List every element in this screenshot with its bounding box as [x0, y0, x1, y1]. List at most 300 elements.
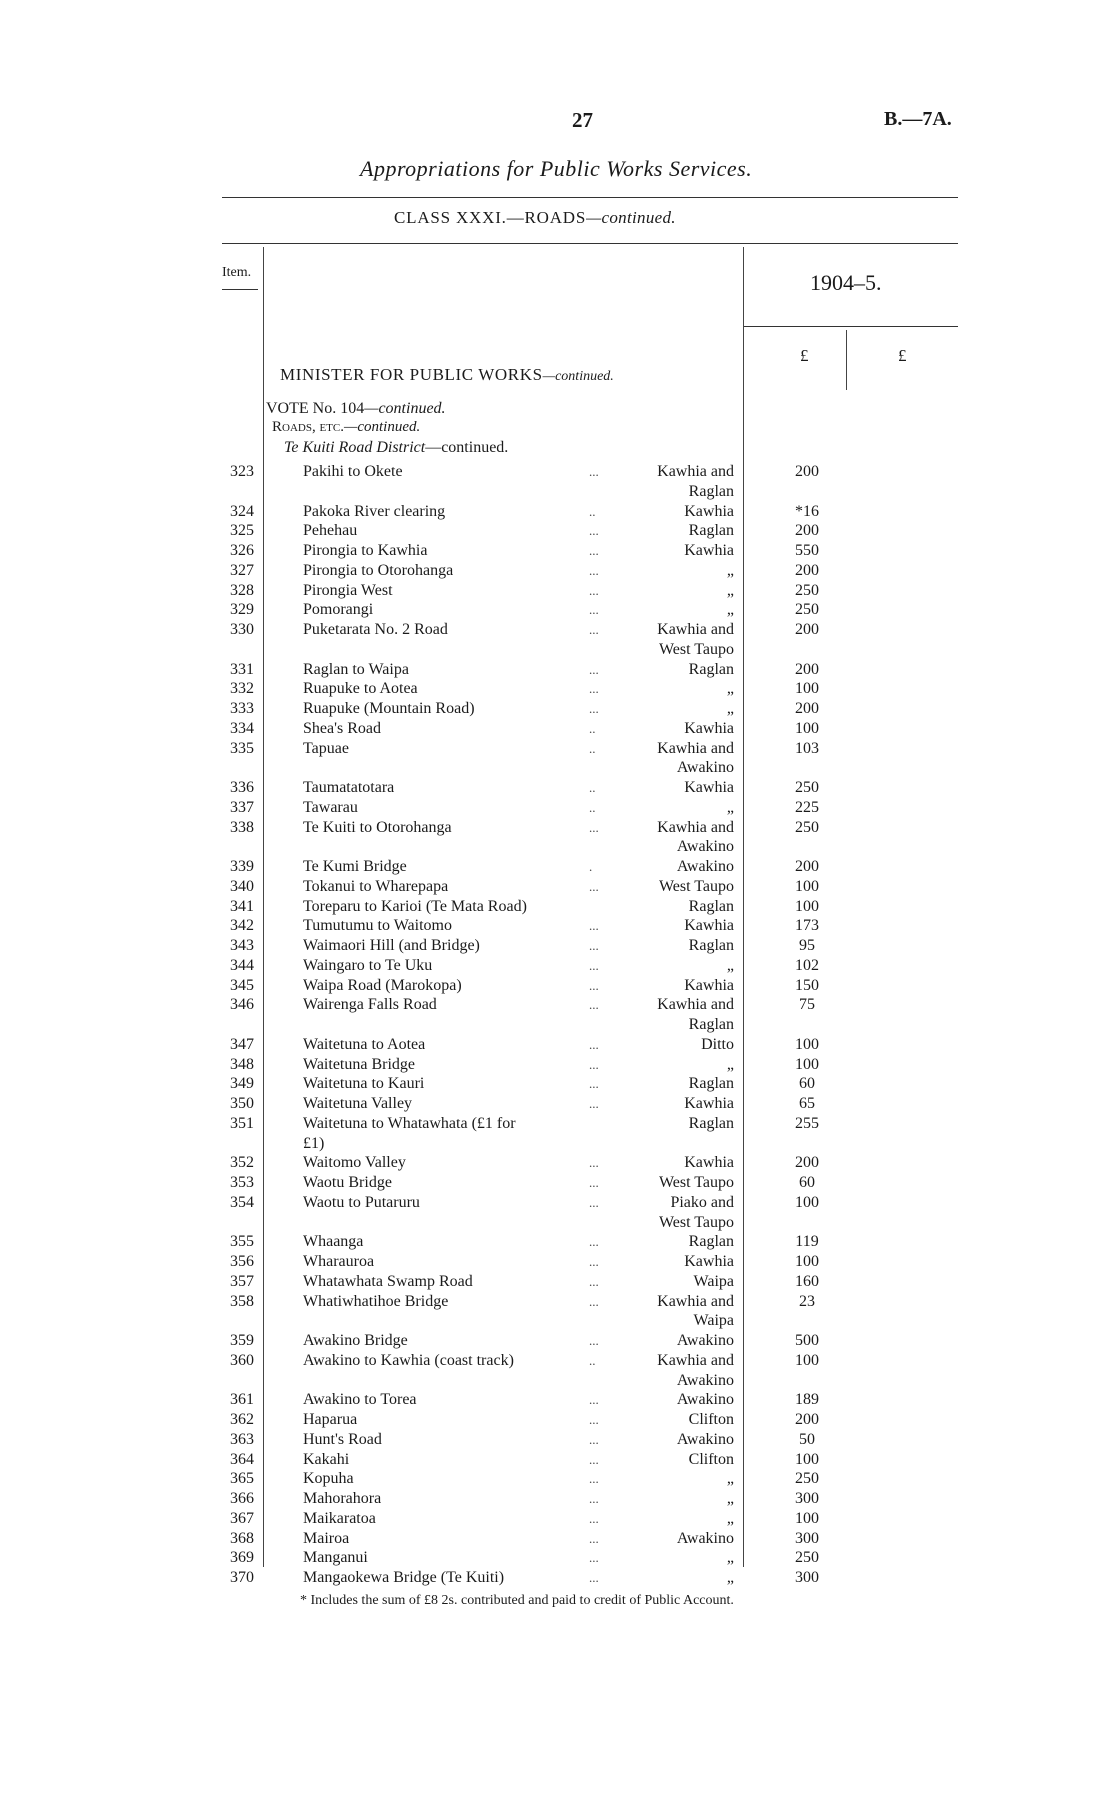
item-number: 364	[230, 1450, 254, 1468]
minister-heading: MINISTER FOR PUBLIC WORKS—continued.	[280, 365, 614, 384]
road-name: Whatawhata Swamp Road	[303, 1272, 473, 1290]
amount-value: 102	[795, 956, 819, 974]
page-number: 27	[572, 108, 593, 132]
leader-dots: ...	[589, 1254, 599, 1269]
road-name: Puketarata No. 2 Road	[303, 621, 448, 638]
county-name: Ditto	[701, 1035, 734, 1053]
table-row	[0, 1568, 1114, 1588]
leader-dots: ...	[589, 957, 599, 973]
county-name: „	[726, 680, 734, 698]
currency-symbol: £	[898, 346, 907, 365]
road-name: Ruapuke (Mountain Road)	[303, 700, 475, 717]
currency-symbol: £	[800, 346, 809, 365]
item-number: 354	[230, 1193, 254, 1211]
amount-value: 60	[799, 1075, 815, 1093]
county-name: Kawhia	[684, 502, 734, 520]
county-name: Awakino	[676, 1529, 734, 1547]
amount-value: 200	[795, 1411, 819, 1428]
table-row	[0, 936, 1114, 956]
road-name: Pirongia to Kawhia	[303, 542, 428, 559]
table-row	[0, 976, 1114, 996]
amount-value: 100	[795, 877, 819, 895]
amount-value: 100	[795, 897, 819, 915]
item-number: 353	[230, 1174, 254, 1191]
county-name: Kawhia	[684, 1253, 734, 1270]
county-name: „	[726, 1490, 734, 1507]
table-row	[0, 1292, 1114, 1312]
county-name: Awakino	[676, 1391, 734, 1409]
table-row-continuation	[0, 1213, 1114, 1233]
road-name: Raglan to Waipa	[303, 660, 409, 678]
item-number: 357	[230, 1272, 254, 1290]
amount-value: 300	[795, 1490, 819, 1507]
road-name: Toreparu to Karioi (Te Mata Road)	[303, 897, 527, 915]
roads-heading: Roads, etc.—continued.	[272, 419, 421, 435]
item-number: 370	[230, 1569, 254, 1586]
table-row	[0, 1074, 1114, 1094]
county-name: Kawhia and	[657, 1292, 734, 1310]
road-name: Waotu to Putaruru	[303, 1193, 420, 1211]
leader-dots: ...	[589, 1273, 599, 1289]
class-rule	[222, 243, 958, 244]
table-row	[0, 1331, 1114, 1351]
amount-value: 100	[795, 1055, 819, 1073]
column-divider	[846, 330, 847, 390]
county-name: Piako and	[670, 1193, 734, 1211]
county-name: „	[726, 601, 734, 619]
county-name: „	[726, 1470, 734, 1488]
road-name: Shea's Road	[303, 719, 381, 737]
road-name: Waitetuna Bridge	[303, 1055, 416, 1073]
footnote: * Includes the sum of £8 2s. contributed and paid to credit of Public Account.	[300, 1593, 734, 1608]
amount-value: 100	[795, 1351, 819, 1369]
county-name: Raglan	[688, 1016, 734, 1033]
item-number: 335	[230, 739, 254, 757]
leader-dots: ...	[589, 464, 599, 479]
table-row	[0, 699, 1114, 719]
amount-value: 50	[799, 1430, 815, 1448]
leader-dots: ...	[589, 1431, 599, 1447]
table-row	[0, 1055, 1114, 1075]
table-row	[0, 798, 1114, 818]
leader-dots: ..	[589, 503, 596, 519]
road-name: Manganui	[303, 1549, 368, 1567]
table-row	[0, 719, 1114, 739]
county-name: Kawhia	[684, 976, 734, 994]
table-row	[0, 1252, 1114, 1272]
leader-dots: ...	[589, 1175, 599, 1190]
table-row	[0, 620, 1114, 640]
county-name: Clifton	[688, 1411, 734, 1428]
leader-dots: ...	[589, 1194, 599, 1210]
amount-value: 300	[795, 1569, 819, 1586]
road-name: Waingaro to Te Uku	[303, 956, 433, 974]
table-row	[0, 1410, 1114, 1430]
road-name: £1)	[303, 1134, 325, 1152]
leader-dots: ...	[589, 1530, 599, 1546]
amount-value: 200	[795, 621, 819, 638]
table-row	[0, 916, 1114, 936]
class-title: CLASS XXXI.—ROADS—continued.	[394, 208, 676, 227]
item-number: 328	[230, 581, 254, 599]
table-row	[0, 561, 1114, 581]
county-name: „	[726, 1509, 734, 1527]
document-reference: B.—7A.	[884, 108, 952, 130]
table-row	[0, 521, 1114, 541]
county-name: Kawhia	[684, 1095, 734, 1112]
item-number: 369	[230, 1549, 254, 1567]
amount-value: 200	[795, 561, 819, 579]
item-number: 333	[230, 700, 254, 717]
table-row	[0, 1035, 1114, 1055]
district-heading: Te Kuiti Road District—continued.	[284, 439, 509, 456]
table-row-continuation	[0, 758, 1114, 778]
county-name: „	[726, 1549, 734, 1567]
county-name: Kawhia	[684, 719, 734, 737]
year-rule	[744, 326, 958, 327]
county-name: Raglan	[688, 522, 734, 540]
county-name: Kawhia and	[657, 739, 734, 757]
table-row-continuation	[0, 1371, 1114, 1391]
amount-value: 100	[795, 1450, 819, 1468]
road-name: Haparua	[303, 1411, 358, 1428]
county-name: Kawhia and	[657, 463, 734, 480]
amount-value: 200	[795, 1154, 819, 1172]
leader-dots: ...	[589, 1392, 599, 1408]
amount-value: 100	[795, 1193, 819, 1211]
item-number: 368	[230, 1529, 254, 1547]
leader-dots: ...	[589, 819, 599, 835]
item-number: 345	[230, 976, 254, 994]
amount-value: 100	[795, 680, 819, 698]
amount-value: 200	[795, 463, 819, 480]
item-number: 336	[230, 779, 254, 796]
table-row	[0, 600, 1114, 620]
table-row	[0, 581, 1114, 601]
leader-dots: ...	[589, 1550, 599, 1566]
leader-dots: ...	[589, 582, 599, 598]
table-row	[0, 679, 1114, 699]
road-name: Awakino to Kawhia (coast track)	[303, 1351, 514, 1369]
road-name: Waitetuna to Whatawhata (£1 for	[303, 1114, 516, 1132]
amount-value: *16	[795, 502, 819, 520]
leader-dots: ...	[589, 562, 599, 578]
road-name: Waotu Bridge	[303, 1174, 392, 1191]
table-row	[0, 739, 1114, 759]
item-number: 327	[230, 561, 254, 579]
amount-value: 65	[799, 1095, 815, 1112]
item-number: 360	[230, 1351, 254, 1369]
road-name: Pehehau	[303, 522, 358, 540]
road-name: Whaanga	[303, 1233, 364, 1251]
county-name: Waipa	[693, 1312, 734, 1330]
table-row	[0, 1272, 1114, 1292]
county-name: Awakino	[676, 1332, 734, 1349]
table-row	[0, 778, 1114, 798]
leader-dots: ...	[589, 977, 599, 993]
county-name: Awakino	[676, 759, 734, 777]
amount-value: 119	[795, 1233, 819, 1251]
road-name: Pirongia West	[303, 581, 393, 599]
table-row	[0, 818, 1114, 838]
leader-dots: ...	[589, 1570, 599, 1585]
road-name: Wairenga Falls Road	[303, 996, 437, 1014]
amount-value: 23	[799, 1292, 815, 1310]
county-name: Kawhia	[684, 1154, 734, 1172]
table-row	[0, 1153, 1114, 1173]
amount-value: 200	[795, 660, 819, 678]
road-name: Maikaratoa	[303, 1509, 376, 1527]
amount-value: 103	[795, 739, 819, 757]
leader-dots: ..	[589, 1352, 596, 1368]
leader-dots: ..	[589, 740, 596, 756]
item-number: 359	[230, 1332, 254, 1349]
county-name: „	[726, 581, 734, 599]
road-name: Tumutumu to Waitomo	[303, 917, 452, 935]
leader-dots: ...	[589, 1451, 599, 1467]
leader-dots: ...	[589, 701, 599, 716]
amount-value: 100	[795, 719, 819, 737]
road-name: Tawarau	[303, 798, 358, 816]
county-name: West Taupo	[658, 877, 734, 895]
item-number: 324	[230, 502, 254, 520]
table-row	[0, 462, 1114, 482]
leader-dots: ...	[589, 1096, 599, 1111]
leader-dots: ...	[589, 602, 599, 618]
table-row	[0, 1232, 1114, 1252]
county-name: Awakino	[676, 858, 734, 875]
leader-dots: ...	[589, 997, 599, 1013]
county-name: „	[726, 798, 734, 816]
amount-value: 500	[795, 1332, 819, 1349]
page-title: Appropriations for Public Works Services.	[360, 156, 753, 181]
leader-dots: ...	[589, 1155, 599, 1171]
item-number: 356	[230, 1253, 254, 1270]
item-number: 334	[230, 719, 254, 737]
county-name: West Taupo	[658, 1213, 734, 1231]
amount-value: 200	[795, 858, 819, 875]
road-name: Pomorangi	[303, 601, 374, 619]
leader-dots: ...	[589, 1471, 599, 1487]
road-name: Mangaokewa Bridge (Te Kuiti)	[303, 1569, 505, 1586]
amount-value: 550	[795, 542, 819, 559]
county-name: Raglan	[688, 660, 734, 678]
amount-value: 250	[795, 779, 819, 796]
road-name: Te Kumi Bridge	[303, 858, 407, 875]
amount-value: 160	[795, 1272, 819, 1290]
table-row	[0, 541, 1114, 561]
item-number: 329	[230, 601, 254, 619]
table-row-continuation	[0, 1311, 1114, 1331]
item-number: 346	[230, 996, 254, 1014]
leader-dots: ...	[589, 543, 599, 558]
leader-dots: ...	[589, 1333, 599, 1348]
road-name: Mahorahora	[303, 1490, 382, 1507]
amount-value: 250	[795, 1470, 819, 1488]
county-name: Kawhia	[684, 917, 734, 935]
road-name: Waitetuna Valley	[303, 1095, 413, 1112]
table-row	[0, 1430, 1114, 1450]
table-row	[0, 1094, 1114, 1114]
amount-value: 250	[795, 1549, 819, 1567]
leader-dots: .	[589, 859, 593, 874]
item-number: 331	[230, 660, 254, 678]
table-row	[0, 857, 1114, 877]
table-row	[0, 1173, 1114, 1193]
table-row	[0, 1469, 1114, 1489]
table-row	[0, 1529, 1114, 1549]
county-name: Clifton	[688, 1450, 734, 1468]
vote-heading: VOTE No. 104—continued.	[266, 400, 446, 417]
table-row-continuation	[0, 640, 1114, 660]
table-row	[0, 1509, 1114, 1529]
table-row	[0, 1114, 1114, 1134]
item-number: 351	[230, 1114, 254, 1132]
leader-dots: ...	[589, 681, 599, 697]
leader-dots: ...	[589, 1510, 599, 1526]
road-name: Whatiwhatihoe Bridge	[303, 1292, 449, 1310]
table-row	[0, 897, 1114, 917]
table-row	[0, 502, 1114, 522]
amount-value: 75	[799, 996, 815, 1014]
county-name: Kawhia	[684, 779, 734, 796]
county-name: Kawhia	[684, 542, 734, 559]
leader-dots: ...	[589, 1412, 599, 1427]
county-name: West Taupo	[658, 640, 734, 658]
leader-dots: ..	[589, 720, 596, 736]
road-name: Wharauroa	[303, 1253, 375, 1270]
road-name: Waitomo Valley	[303, 1154, 406, 1172]
item-number: 347	[230, 1035, 254, 1053]
table-row	[0, 660, 1114, 680]
amount-value: 173	[795, 917, 819, 935]
table-row	[0, 956, 1114, 976]
table-row	[0, 995, 1114, 1015]
item-number: 343	[230, 937, 254, 954]
table-row	[0, 1193, 1114, 1213]
item-number: 367	[230, 1509, 254, 1527]
road-name: Waitetuna to Kauri	[303, 1075, 425, 1093]
road-name: Pakoka River clearing	[303, 502, 446, 520]
leader-dots: ...	[589, 1234, 599, 1250]
item-number: 323	[230, 463, 254, 480]
county-name: Raglan	[688, 1075, 734, 1093]
amount-value: 150	[795, 976, 819, 994]
item-number: 326	[230, 542, 254, 559]
county-name: Kawhia and	[657, 1351, 734, 1369]
item-number: 337	[230, 798, 254, 816]
amount-value: 100	[795, 1035, 819, 1053]
leader-dots: ...	[589, 523, 599, 539]
county-name: Kawhia and	[657, 818, 734, 836]
item-column-header: Item.	[222, 265, 252, 280]
road-name: Mairoa	[303, 1529, 350, 1547]
item-number: 330	[230, 621, 254, 638]
amount-value: 60	[799, 1174, 815, 1191]
title-rule	[222, 197, 958, 198]
road-name: Pirongia to Otorohanga	[303, 561, 454, 579]
road-name: Waipa Road (Marokopa)	[303, 976, 462, 994]
amount-value: 300	[795, 1529, 819, 1547]
item-number: 344	[230, 956, 254, 974]
item-number: 348	[230, 1055, 254, 1073]
leader-dots: ..	[589, 780, 596, 795]
amount-value: 255	[795, 1114, 819, 1132]
leader-dots: ...	[589, 918, 599, 934]
item-number: 365	[230, 1470, 254, 1488]
county-name: Awakino	[676, 1430, 734, 1448]
amount-value: 100	[795, 1253, 819, 1270]
county-name: Awakino	[676, 1371, 734, 1389]
table-row	[0, 1351, 1114, 1371]
amount-value: 250	[795, 601, 819, 619]
road-name: Te Kuiti to Otorohanga	[303, 818, 452, 836]
item-number: 341	[230, 897, 254, 915]
leader-dots: ...	[589, 1293, 599, 1309]
county-name: Raglan	[688, 897, 734, 915]
road-name: Taumatatotara	[303, 779, 395, 796]
amount-value: 225	[795, 798, 819, 816]
table-row	[0, 1548, 1114, 1568]
item-number: 363	[230, 1430, 254, 1448]
road-name: Pakihi to Okete	[303, 463, 403, 480]
item-number: 358	[230, 1292, 254, 1310]
county-name: Raglan	[688, 1114, 734, 1132]
item-number: 362	[230, 1411, 254, 1428]
leader-dots: ...	[589, 1056, 599, 1072]
amount-value: 100	[795, 1509, 819, 1527]
road-name: Kakahi	[303, 1450, 350, 1468]
county-name: Kawhia and	[657, 621, 734, 638]
road-name: Tokanui to Wharepapa	[303, 877, 449, 895]
leader-dots: ...	[589, 938, 599, 953]
leader-dots: ...	[589, 1491, 599, 1506]
table-row	[0, 1390, 1114, 1410]
leader-dots: ...	[589, 1036, 599, 1052]
road-name: Kopuha	[303, 1470, 354, 1488]
county-name: Raglan	[688, 1233, 734, 1251]
item-number: 342	[230, 917, 254, 935]
item-header-underline	[222, 289, 258, 290]
county-name: „	[726, 1055, 734, 1073]
road-name: Tapuae	[303, 739, 349, 757]
county-name: „	[726, 700, 734, 717]
item-number: 332	[230, 680, 254, 698]
table-row	[0, 877, 1114, 897]
item-number: 340	[230, 877, 254, 895]
item-number: 339	[230, 858, 254, 875]
road-name: Ruapuke to Aotea	[303, 680, 418, 698]
item-number: 338	[230, 818, 254, 836]
item-number: 352	[230, 1154, 254, 1172]
leader-dots: ...	[589, 622, 599, 637]
table-row-continuation	[0, 837, 1114, 857]
item-number: 361	[230, 1391, 254, 1409]
county-name: Raglan	[688, 937, 734, 954]
road-name: Waimaori Hill (and Bridge)	[303, 937, 480, 954]
amount-value: 189	[795, 1391, 819, 1409]
amount-value: 200	[795, 522, 819, 540]
table-row	[0, 1489, 1114, 1509]
county-name: „	[726, 1569, 734, 1586]
table-row	[0, 1450, 1114, 1470]
amount-value: 250	[795, 581, 819, 599]
item-number: 366	[230, 1490, 254, 1507]
table-row-continuation	[0, 1134, 1114, 1154]
leader-dots: ...	[589, 1076, 599, 1092]
road-name: Awakino Bridge	[303, 1332, 408, 1349]
item-number: 349	[230, 1075, 254, 1093]
